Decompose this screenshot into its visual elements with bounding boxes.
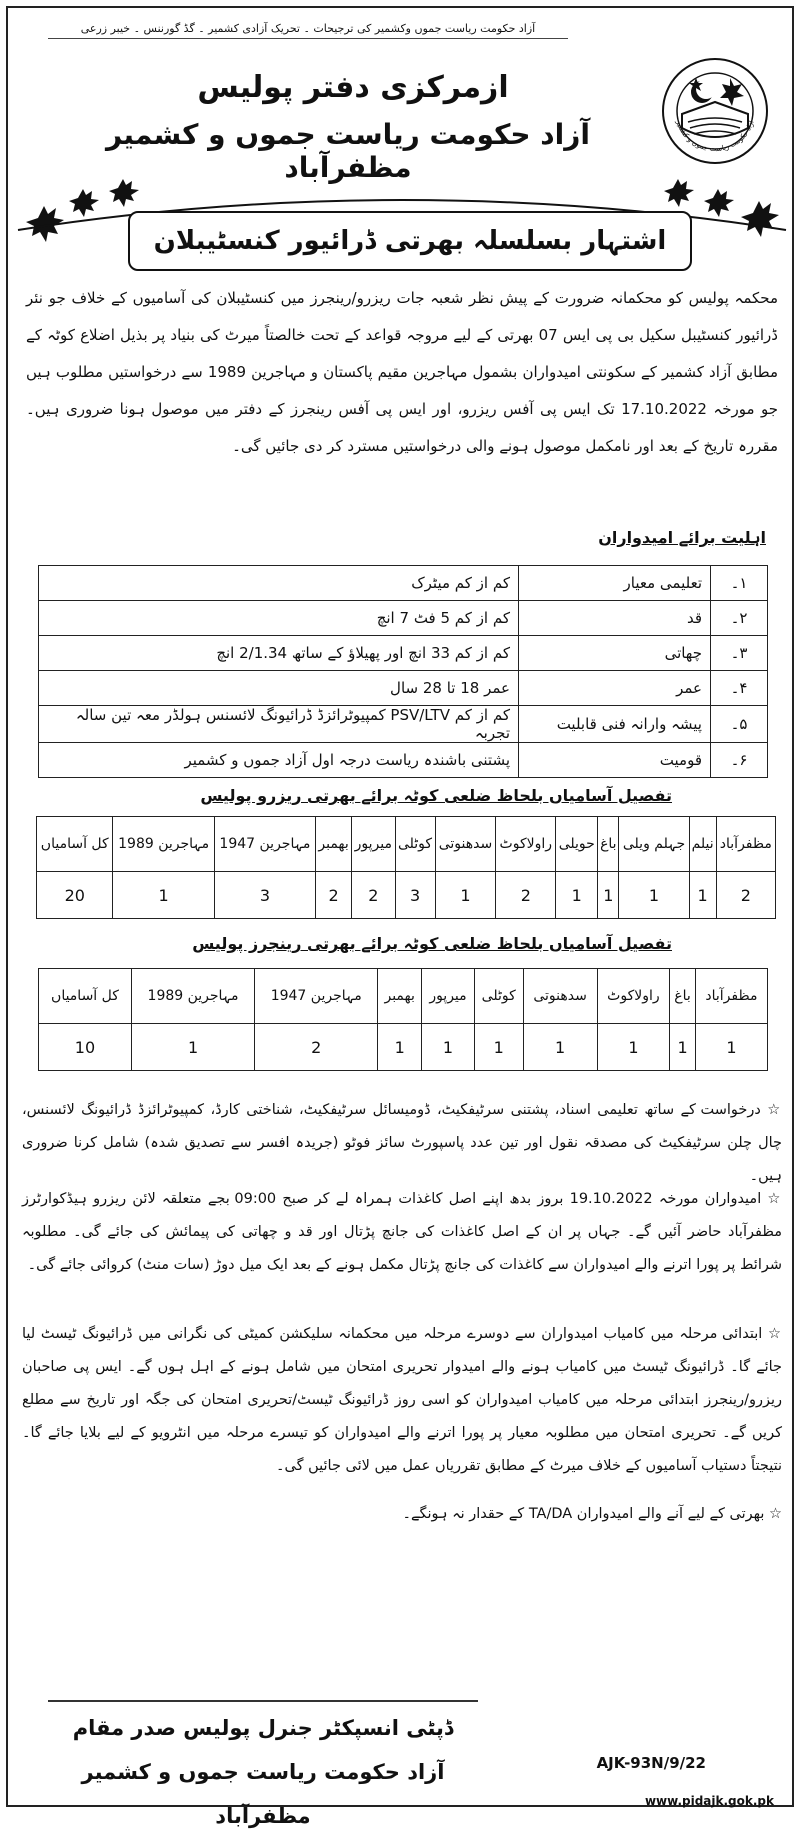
rangers-post-count: 1 bbox=[670, 1024, 696, 1071]
rangers-post-count: 1 bbox=[131, 1024, 254, 1071]
eligibility-row bbox=[39, 671, 768, 706]
reserve-district-header: کل آسامیاں bbox=[37, 817, 113, 872]
eligibility-row bbox=[39, 636, 768, 671]
reserve-post-count: 1 bbox=[619, 872, 689, 919]
eligibility-criterion: قومیت bbox=[519, 743, 711, 778]
rangers-district-header: مہاجرین 1947 bbox=[255, 969, 378, 1024]
reserve-post-count: 3 bbox=[214, 872, 315, 919]
rangers-post-count: 10 bbox=[39, 1024, 132, 1071]
note-documents: ☆ درخواست کے ساتھ تعلیمی اسناد، پشتنی سرٹیفکیٹ، ڈومیسائل سرٹیفکیٹ، شناختی کارڈ، کمپیوٹرائزڈ ڈرائیونگ لائسنس، چال چلن سرٹیفکیٹ کی مصدقہ نقول اور تین عدد پاسپورٹ سائز فوٹو (جریدہ افسر سے تصدیق شدہ) شامل کرنا ضروری ہیں۔ bbox=[22, 1102, 783, 1184]
intro-paragraph: محکمہ پولیس کو محکمانہ ضرورت کے پیش نظر شعبہ جات ریزرو/رینجرز میں کنسٹیبلان کی آسامیوں کے خلاف جو نئر ڈرائیور کنسٹیبل سکیل بی پی ایس 07 بھرتی کے لیے مروجہ قواعد کے تحت خالصتاً میرٹ کی بنیاد پر بذیل اضلاع کوٹہ کے مطابق آزاد کشمیر کے سکونتی امیدواران بشمول مہاجرین مقیم پاکستان و مہاجرین 1989 سے درخواستیں مطلوب ہیں جو مورخہ 17.10.2022 تک ایس پی آفس ریزرو، اور ایس پی آفس رینجرز کے دفتر میں موصول ہونا ضروری ہیں۔ مقررہ تاریخ کے بعد اور نامکمل موصول ہونے والی درخواستیں مسترد کر دی جائیں گی۔ bbox=[26, 289, 778, 455]
reserve-post-count: 2 bbox=[716, 872, 775, 919]
reserve-district-header: میرپور bbox=[352, 817, 395, 872]
reserve-post-count: 1 bbox=[689, 872, 716, 919]
emblem-ring-text: آزاد حکومت ریاست جموں و کشمیر bbox=[674, 119, 756, 154]
reserve-post-count: 2 bbox=[496, 872, 556, 919]
eligibility-requirement: کم از کم 5 فٹ 7 انچ bbox=[39, 601, 519, 636]
signature-block bbox=[48, 1700, 478, 1838]
eligibility-requirement: عمر 18 تا 28 سال bbox=[39, 671, 519, 706]
rangers-post-count: 1 bbox=[523, 1024, 597, 1071]
eligibility-criterion: تعلیمی معیار bbox=[519, 566, 711, 601]
eligibility-row-number: ۵۔ bbox=[711, 706, 768, 743]
reserve-district-header: مظفرآباد bbox=[716, 817, 775, 872]
eligibility-heading: اہلیت برائے امیدواران bbox=[598, 528, 766, 547]
rangers-district-header: سدھنوتی bbox=[523, 969, 597, 1024]
eligibility-row bbox=[39, 566, 768, 601]
reserve-post-count: 1 bbox=[435, 872, 496, 919]
reserve-post-count: 3 bbox=[395, 872, 435, 919]
eligibility-row-number: ۳۔ bbox=[711, 636, 768, 671]
eligibility-row-number: ۲۔ bbox=[711, 601, 768, 636]
rangers-post-count: 1 bbox=[695, 1024, 767, 1071]
reserve-quota-heading: تفصیل آسامیاں بلحاظ ضلعی کوٹہ برائے بھرتی ریزرو پولیس bbox=[200, 786, 672, 805]
rangers-post-count: 1 bbox=[422, 1024, 475, 1071]
rangers-district-header: مظفرآباد bbox=[695, 969, 767, 1024]
eligibility-criterion: قد bbox=[519, 601, 711, 636]
eligibility-requirement: پشتنی باشندہ ریاست درجہ اول آزاد جموں و کشمیر bbox=[39, 743, 519, 778]
rangers-district-header: راولاکوٹ bbox=[597, 969, 670, 1024]
reserve-district-header: نیلم bbox=[689, 817, 716, 872]
reserve-quota-table bbox=[36, 816, 776, 919]
rangers-quota-table bbox=[38, 968, 768, 1071]
reserve-post-count: 2 bbox=[352, 872, 395, 919]
reserve-district-header: جہلم ویلی bbox=[619, 817, 689, 872]
rangers-district-header: کل آسامیاں bbox=[39, 969, 132, 1024]
eligibility-criterion: عمر bbox=[519, 671, 711, 706]
reserve-district-header: بھمبر bbox=[316, 817, 352, 872]
note-reporting-date: ☆ امیدواران مورخہ 19.10.2022 بروز بدھ اپنے اصل کاغذات ہمراہ لے کر صبح 09:00 بجے متعلقہ لائن ریزرو ہیڈکوارٹرز مظفرآباد حاضر آئیں گے۔ جہاں پر ان کے اصل کاغذات کی جانچ پڑتال اور قد و چھاتی کی پیمائش کی جائے گی۔ مطلوبہ شرائط پر پورا اترنے والے امیدواران سے کاغذات کی جانچ پڑتال مکمل ہونے کے بعد ایک میل دوڑ (سات منٹ) کروائی جائے گی۔ bbox=[22, 1191, 783, 1273]
signatory-title: ڈپٹی انسپکٹر جنرل پولیس صدر مقام bbox=[72, 1716, 454, 1740]
office-title: ازمرکزی دفتر پولیس bbox=[197, 70, 509, 105]
reserve-post-count: 20 bbox=[37, 872, 113, 919]
eligibility-row bbox=[39, 601, 768, 636]
website-link[interactable]: www.pidajk.gok.pk bbox=[644, 1794, 774, 1808]
eligibility-row-number: ۶۔ bbox=[711, 743, 768, 778]
rangers-district-header: باغ bbox=[670, 969, 696, 1024]
ajk-emblem-logo bbox=[660, 56, 770, 166]
note-ta-da: ☆ بھرتی کے لیے آنے والے امیدواران TA/DA کے حقدار نہ ہونگے۔ bbox=[402, 1506, 782, 1522]
reserve-district-header: مہاجرین 1947 bbox=[214, 817, 315, 872]
signatory-office: آزاد حکومت ریاست جموں و کشمیر مظفرآباد bbox=[81, 1760, 445, 1828]
rangers-post-count: 1 bbox=[597, 1024, 670, 1071]
rangers-district-header: میرپور bbox=[422, 969, 475, 1024]
eligibility-table bbox=[38, 565, 768, 778]
reference-number: AJK-93N/9/22 bbox=[596, 1754, 706, 1772]
reserve-district-header: کوٹلی bbox=[395, 817, 435, 872]
reserve-district-header: باغ bbox=[598, 817, 619, 872]
rangers-district-header: مہاجرین 1989 bbox=[131, 969, 254, 1024]
eligibility-requirement: کم از کم میٹرک bbox=[39, 566, 519, 601]
reserve-post-count: 1 bbox=[598, 872, 619, 919]
advertisement-page bbox=[6, 6, 794, 1828]
reserve-district-header: سدھنوتی bbox=[435, 817, 496, 872]
reserve-district-header: مہاجرین 1989 bbox=[113, 817, 214, 872]
rangers-district-header: بھمبر bbox=[378, 969, 422, 1024]
eligibility-row-number: ۴۔ bbox=[711, 671, 768, 706]
rangers-district-header: کوٹلی bbox=[474, 969, 523, 1024]
rangers-post-count: 1 bbox=[474, 1024, 523, 1071]
note-selection-process: ☆ ابتدائی مرحلہ میں کامیاب امیدواران سے دوسرے مرحلہ میں محکمانہ سلیکشن کمیٹی کی نگرانی میں ڈرائیونگ ٹیسٹ لیا جائے گا۔ ڈرائیونگ ٹیسٹ میں کامیاب ہونے والے امیدوار تحریری امتحان میں شامل ہونے کے اہل ہوں گے۔ ایس پی صاحبان ریزرو/رینجرز ابتدائی مرحلہ میں کامیاب امیدواران کو اسی روز ڈرائیونگ ٹیسٹ/تحریری امتحان کی جگہ اور تاریخ سے مطلع کریں گے۔ تحریری امتحان میں مطلوبہ معیار پر پورا اترنے والے امیدواران کو تیسرے مرحلہ میں انٹرویو کے لیے بلایا جائے گا۔ نتیجتاً دستیاب آسامیوں کے خلاف میرٹ کے مطابق تقرریاں عمل میں لائی جائیں گی۔ bbox=[22, 1326, 783, 1474]
reserve-post-count: 2 bbox=[316, 872, 352, 919]
eligibility-row-number: ۱۔ bbox=[711, 566, 768, 601]
eligibility-row bbox=[39, 706, 768, 743]
eligibility-criterion: چھاتی bbox=[519, 636, 711, 671]
eligibility-criterion: پیشہ وارانہ فنی قابلیت bbox=[519, 706, 711, 743]
reserve-post-count: 1 bbox=[556, 872, 598, 919]
government-priorities-strip: آزاد حکومت ریاست جموں وکشمیر کی ترجیحات ۔ تحریک آزادی کشمیر ۔ گڈ گورننس ۔ خیبر زرعی bbox=[48, 22, 568, 39]
reserve-district-header: حویلی bbox=[556, 817, 598, 872]
advertisement-banner: اشتہار بسلسلہ بھرتی ڈرائیور کنسٹیبلان bbox=[128, 211, 692, 271]
eligibility-requirement: کم از کم PSV/LTV کمپیوٹرائزڈ ڈرائیونگ لائسنس ہولڈر معہ تین سالہ تجربہ bbox=[39, 706, 519, 743]
reserve-district-header: راولاکوٹ bbox=[496, 817, 556, 872]
reserve-post-count: 1 bbox=[113, 872, 214, 919]
government-title: آزاد حکومت ریاست جموں و کشمیر مظفرآباد bbox=[106, 118, 590, 184]
eligibility-requirement: کم از کم 33 انچ اور پھیلاؤ کے ساتھ 2/1.34 انچ bbox=[39, 636, 519, 671]
rangers-quota-heading: تفصیل آسامیاں بلحاظ ضلعی کوٹہ برائے بھرتی رینجرز پولیس bbox=[192, 934, 672, 953]
rangers-post-count: 2 bbox=[255, 1024, 378, 1071]
rangers-post-count: 1 bbox=[378, 1024, 422, 1071]
eligibility-row bbox=[39, 743, 768, 778]
